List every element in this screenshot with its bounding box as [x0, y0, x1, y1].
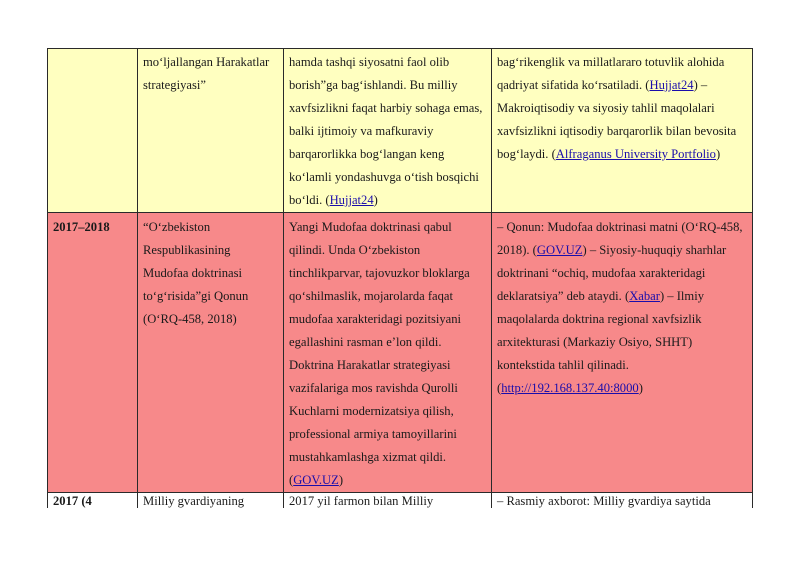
sources-cell [492, 49, 753, 213]
description-text-end: ) [338, 473, 344, 487]
year-cell [48, 49, 138, 213]
sources-text: ) [715, 147, 721, 161]
sources-text: bag‘rikenglik va millatlararo totuvlik alohida qadriyat sifatida ko‘rsatiladi. ( [497, 55, 725, 92]
description-cell [284, 213, 492, 493]
sources-text: ) [638, 381, 643, 395]
description-cell: 2017 yil farmon bilan Milliy [284, 493, 492, 509]
source-link-gov-uz[interactable]: GOV.UZ [293, 473, 339, 487]
title-cell: mo‘ljallangan Harakatlar strategiyasi” [138, 49, 284, 213]
source-link-hujjat24[interactable]: Hujjat24 [329, 193, 374, 207]
source-link-gov-uz[interactable]: GOV.UZ [536, 243, 583, 257]
sources-text: ) – Ilmiy maqolalarda doktrina regional xavfsizlik arxitekturasi (Markaziy Osiyo, SHHT) kontekstida tahlil qilinadi. ( [497, 289, 705, 395]
sources-cell [492, 213, 753, 493]
description-text-end: ) [373, 193, 378, 207]
year-cell: 2017 (4 [48, 493, 138, 509]
sources-text: ) – Makroiqtisodiy va siyosiy tahlil maqolalari xavfsizlikni iqtisodiy barqarorlik bilan bevosita bog‘laydi. ( [497, 78, 737, 161]
sources-text: ) – Siyosiy-huquqiy sharhlar doktrinani “ochiq, mudofaa xarakteridagi deklaratsiya” deb ataydi. ( [497, 243, 727, 303]
source-link-hujjat24[interactable]: Hujjat24 [649, 78, 694, 92]
source-link-alfraganus[interactable]: Alfraganus University Portfolio [555, 147, 716, 161]
title-cell: Milliy gvardiyaning [138, 493, 284, 509]
source-link-local-server[interactable]: http://192.168.137.40:8000 [501, 381, 639, 395]
description-text: hamda tashqi siyosatni faol olib borish”ga bag‘ishlandi. Bu milliy xavfsizlikni faqat harbiy sohaga emas, balki ijtimoiy va mafkuraviy barqarorlikka bog‘langan keng ko‘lamli yondashuvga o‘tish bosqichi bo‘ldi. ( [289, 55, 483, 207]
description-text: Yangi Mudofaa doktrinasi qabul qilindi. Unda O‘zbekiston tinchlikparvar, tajovuzkor bloklarga qo‘shilmaslik, mojarolarda faqat mudofaa xarakteridagi pozitsiyani egallashini rasman e’lon qildi. Doktrina Harakatlar strategiyasi vazifalariga mos ravishda Qurolli Kuchlarni modernizatsiya qilish, professional armiya tamoyillarini mustahkamlashga xizmat qildi. ( [289, 220, 470, 487]
title-cell: “O‘zbekiston Respublikasining Mudofaa doktrinasi to‘g‘risida”gi Qonun (O‘RQ-458, 2018) [138, 213, 284, 493]
source-link-xabar[interactable]: Xabar [629, 289, 660, 303]
description-cell [284, 49, 492, 213]
table-row [48, 493, 753, 509]
sources-cell: – Rasmiy axborot: Milliy gvardiya saytida [492, 493, 753, 509]
chronology-table [47, 48, 753, 508]
table-row [48, 49, 753, 213]
year-cell: 2017–2018 [48, 213, 138, 493]
sources-text: – Qonun: Mudofaa doktrinasi matni (O‘RQ-458, 2018). ( [497, 220, 743, 257]
table-row [48, 213, 753, 493]
